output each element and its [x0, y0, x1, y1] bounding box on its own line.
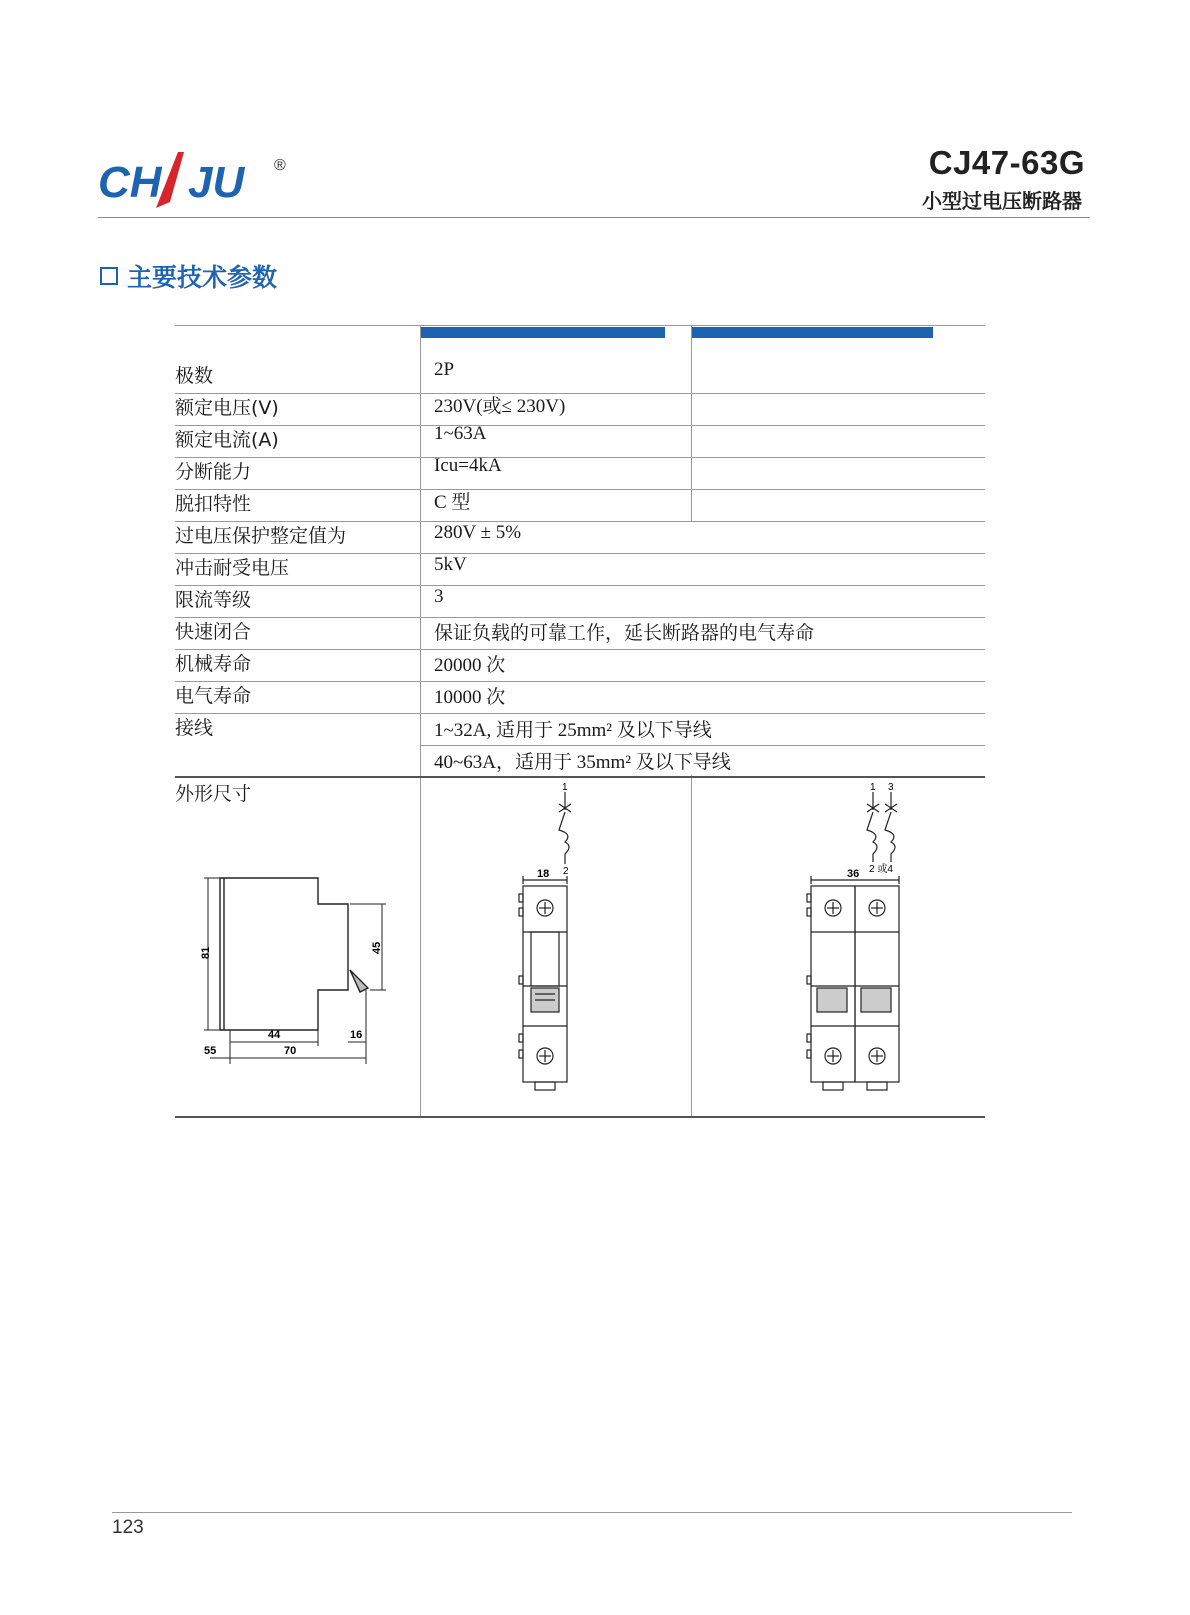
dimensions-label: 外形尺寸 — [175, 783, 252, 805]
spec-value: 280V ± 5% — [434, 522, 522, 543]
row-rule — [175, 649, 985, 650]
row-rule — [175, 681, 985, 682]
footer-divider — [112, 1512, 1072, 1513]
row-rule — [420, 745, 985, 746]
spec-value: Icu=4kA — [434, 455, 502, 476]
spec-label: 电气寿命 — [175, 685, 252, 707]
double-pole-drawing — [805, 780, 905, 1090]
spec-value: 10000 次 — [434, 687, 506, 708]
spec-value: 20000 次 — [434, 655, 506, 676]
page-number: 123 — [112, 1517, 144, 1538]
svg-text:70: 70 — [284, 1045, 297, 1057]
svg-text:2 或4: 2 或4 — [869, 864, 893, 875]
row-rule — [175, 457, 985, 458]
spec-label: 机械寿命 — [175, 653, 252, 675]
row-rule — [175, 489, 985, 490]
svg-text:CH: CH — [98, 158, 162, 207]
column-divider — [420, 325, 421, 1118]
spec-value: 5kV — [434, 554, 467, 575]
spec-label: 过电压保护整定值为 — [175, 525, 347, 547]
svg-text:55: 55 — [204, 1045, 217, 1057]
spec-value: 3 — [434, 586, 444, 607]
svg-text:1: 1 — [562, 782, 568, 793]
table-top-rule — [175, 325, 985, 326]
spec-value: 40~63A，适用于 35mm² 及以下导线 — [434, 752, 731, 773]
svg-text:18: 18 — [537, 868, 550, 880]
chaju-logo — [98, 140, 308, 220]
svg-text:16: 16 — [350, 1029, 363, 1041]
table-bottom-rule — [175, 1116, 985, 1118]
svg-text:81: 81 — [200, 946, 212, 959]
side-view-drawing — [200, 870, 383, 1070]
svg-text:1: 1 — [870, 782, 876, 793]
header-divider — [98, 217, 1090, 218]
spec-table — [175, 325, 985, 1118]
product-subtitle: 小型过电压断路器 — [922, 189, 1082, 213]
spec-value: 2P — [434, 359, 455, 380]
spec-label: 接线 — [175, 717, 214, 739]
spec-value: 230V(或≤ 230V) — [434, 396, 566, 417]
spec-label: 额定电流(A) — [175, 429, 279, 451]
column-divider — [691, 325, 692, 521]
spec-value: 保证负载的可靠工作，延长断路器的电气寿命 — [434, 623, 815, 644]
spec-value: 1~63A — [434, 423, 487, 444]
row-rule — [175, 776, 985, 778]
column-header-bar — [420, 327, 665, 338]
row-rule — [175, 425, 985, 426]
svg-text:3: 3 — [888, 782, 894, 793]
svg-text:45: 45 — [371, 941, 383, 954]
checkbox-square-icon — [100, 267, 118, 285]
row-rule — [175, 585, 985, 586]
column-divider — [691, 775, 692, 1118]
spec-value: C 型 — [434, 492, 471, 513]
svg-text:44: 44 — [268, 1029, 281, 1041]
section-title: 主要技术参数 — [127, 263, 278, 292]
row-rule — [175, 713, 985, 714]
column-header-bar — [692, 327, 933, 338]
svg-text:®: ® — [274, 157, 286, 174]
spec-label: 限流等级 — [175, 589, 252, 611]
svg-text:JU: JU — [188, 158, 245, 207]
spec-label: 极数 — [175, 365, 214, 387]
single-pole-drawing — [515, 780, 575, 1090]
row-rule — [175, 553, 985, 554]
svg-text:2: 2 — [563, 866, 569, 877]
svg-text:36: 36 — [847, 868, 860, 880]
model-number: CJ47-63G — [928, 144, 1085, 181]
spec-value: 1~32A, 适用于 25mm² 及以下导线 — [434, 720, 712, 741]
section-heading — [100, 258, 277, 294]
spec-label: 冲击耐受电压 — [175, 557, 290, 579]
spec-label: 脱扣特性 — [175, 493, 252, 515]
spec-label: 快速闭合 — [175, 621, 252, 643]
spec-label: 分断能力 — [175, 461, 252, 483]
spec-label: 额定电压(V) — [175, 397, 279, 419]
